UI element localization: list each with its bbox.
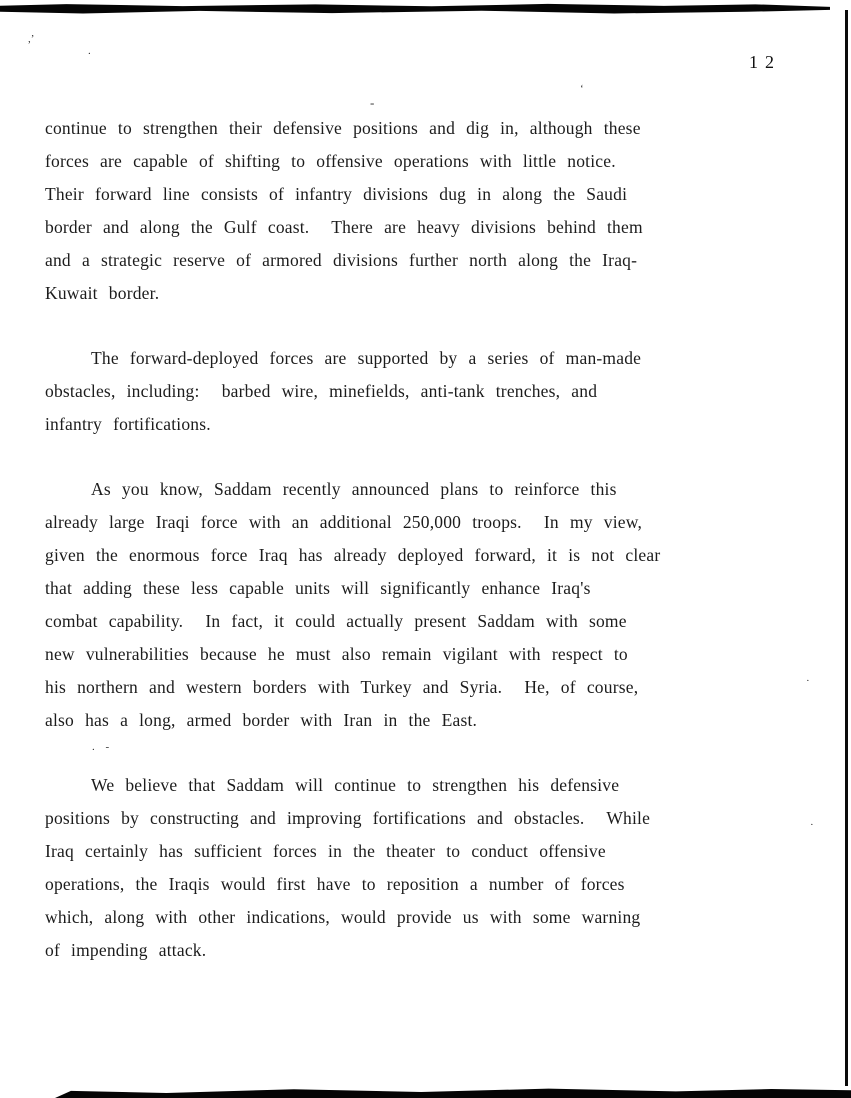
page-number: 12 <box>749 52 781 72</box>
scan-speckle: - <box>370 95 375 110</box>
text-line: positions by constructing and improving fortifications and obstacles. While <box>45 808 651 828</box>
top-scan-bar <box>0 3 830 14</box>
text-line: Iraq certainly has sufficient forces in the theater to conduct offensive <box>45 841 606 861</box>
scan-speckle: · <box>810 819 814 831</box>
scan-speckle: . <box>88 45 91 57</box>
text-line: Their forward line consists of infantry divisions dug in along the Saudi <box>45 184 628 204</box>
text-line: border and along the Gulf coast. There are heavy divisions behind them <box>45 217 643 237</box>
text-line: and a strategic reserve of armored divisions further north along the Iraq- <box>45 250 638 270</box>
scan-speckle: ‘ <box>580 83 584 95</box>
text-line: infantry fortifications. <box>45 414 211 434</box>
paragraph <box>45 342 735 441</box>
text-line: that adding these less capable units will significantly enhance Iraq's <box>45 578 591 598</box>
text-line: combat capability. In fact, it could actually present Saddam with some <box>45 611 627 631</box>
text-line: The forward-deployed forces are supported by a series of man-made <box>91 348 642 368</box>
text-line: We believe that Saddam will continue to strengthen his defensive <box>91 775 620 795</box>
scan-speckle: . - <box>92 741 114 753</box>
paragraph <box>45 473 735 737</box>
scan-speckle: ,’ <box>28 33 35 45</box>
text-line: which, along with other indications, would provide us with some warning <box>45 907 641 927</box>
scan-speckle: · <box>806 675 810 687</box>
right-edge-scan-line <box>845 10 848 1086</box>
text-line: new vulnerabilities because he must also remain vigilant with respect to <box>45 644 628 664</box>
paragraph <box>45 112 735 310</box>
text-line: operations, the Iraqis would first have to reposition a number of forces <box>45 874 625 894</box>
text-line: forces are capable of shifting to offensive operations with little notice. <box>45 151 616 171</box>
text-line: continue to strengthen their defensive positions and dig in, although these <box>45 118 641 138</box>
text-line: of impending attack. <box>45 940 207 960</box>
bottom-scan-bar <box>55 1087 851 1098</box>
document-body-text <box>45 112 735 999</box>
text-line: As you know, Saddam recently announced plans to reinforce this <box>91 479 617 499</box>
text-line: already large Iraqi force with an additional 250,000 troops. In my view, <box>45 512 643 532</box>
paragraph <box>45 769 735 967</box>
text-line: given the enormous force Iraq has already deployed forward, it is not clear <box>45 545 661 565</box>
text-line: obstacles, including: barbed wire, minefields, anti-tank trenches, and <box>45 381 598 401</box>
text-line: Kuwait border. <box>45 283 160 303</box>
text-line: his northern and western borders with Turkey and Syria. He, of course, <box>45 677 639 697</box>
text-line: also has a long, armed border with Iran in the East. <box>45 710 478 730</box>
